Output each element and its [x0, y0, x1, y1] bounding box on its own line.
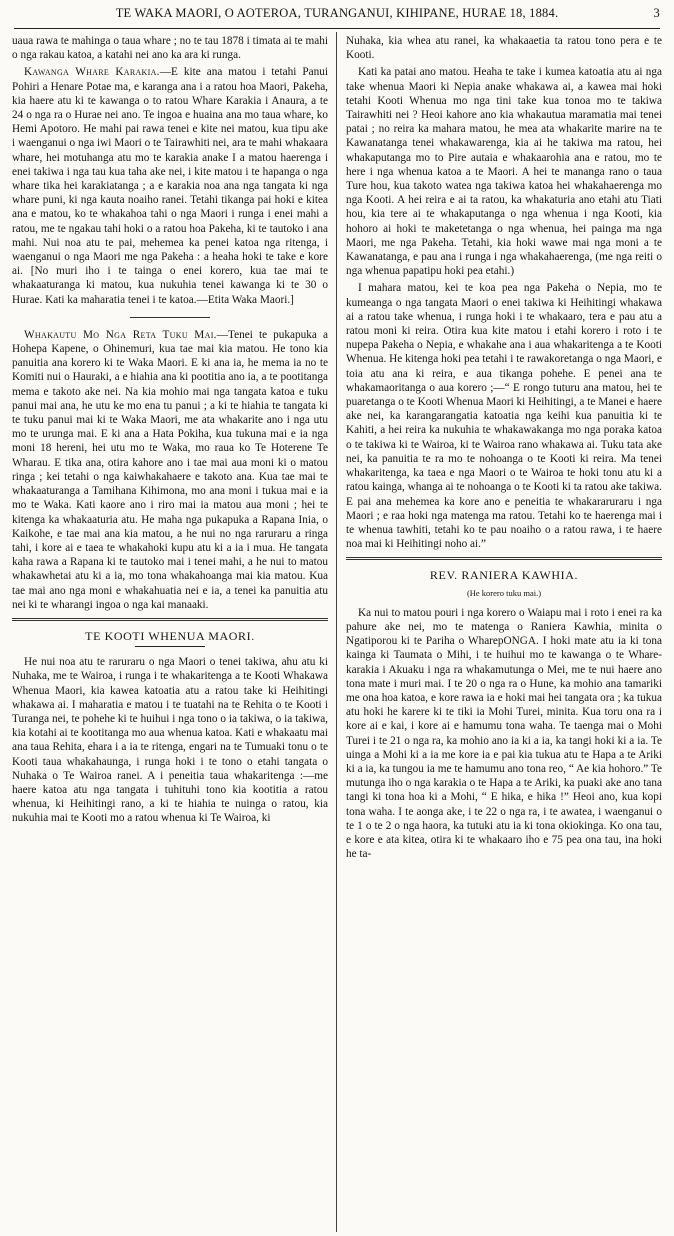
left-column [12, 34, 328, 829]
article-whakautu [12, 328, 328, 612]
article-kooti-continued: Nuhaka, kia whea atu ranei, ka whakaaetia ta ratou tono pera e te Kooti. [346, 35, 662, 62]
article-kawanga-lead: Kawanga Whare Karakia. [24, 66, 160, 79]
article-kooti-paragraph-3: I mahara matou, kei te koa pea nga Pakeha o Nepia, mo te kumeanga o nga tangata Maori o enei takiwa ki Heihitingi whakawa ai a ratou take whenua, i runga hoki i te whakaaro, tera e pau atu a ratou moni ki reira. Otira kua kite matou i etahi korero i roto i te nupepa Pakeha o Nepia, e whakahe ana i aua whakaritenga a te Kooti Whenua. He kitenga hoki pea tetahi i te rawakoretanga o nga Maori, e toia atu ana ki reira, e aua tikanga pohehe. E penei ana te whakamaoritanga o aua korero ;—“ E rongo tuturu ana matou, hei te puaretanga o te Kooti Whenua Maori ki Heihitingi, a te Manei e haere ake nei, ka karangarangatia katoatia nga keihi kua panuitia ki te Kahiti, a hei reira ka nukuhia te whakawakanga mo nga poraka katoa o te takiwa ki te Wairoa, ki te Wairoa rano whakawa ai. Tuku tata ake nei, ka panuitia te ra mo te nohoanga o te Kooti ki reira. Ma tenei whakaritenga, ka taea e nga Maori o te Wairoa te hoki tonu atu ki a ratou kainga, whanga ai te nohoanga o te Kooti ki ta ratou ake takiwa. E pai ana mehemea ka kore ano e peneitia te whakararuraru i nga Maori ; e raa hoki nga matenga ma ratou. Tetahi ko te haerenga mai i te whenua tawhiti, tetahi ko te pau noaiho o a ratou rawa, i te haere noa mai ki Heihitingi noho ai.” [346, 282, 662, 551]
right-column [346, 34, 662, 864]
article-kooti: He nui noa atu te raruraru o nga Maori o tenei takiwa, ahu atu ki Nuhaka, me te Wairoa, i runga i te whakaritenga a te Kooti Whakawa Whenua Maori, kia kawea katoatia atu a ratou take ki Heihitingi whakawa ai. I maharatia e matou i te tuatahi na te Rehita o te Kooti i Turanga nei, te pohehe ki te huihui i nga tono o ia takiwa, o ia takiwa, kia kotahi ai te kootitanga mo aua whenua katoa. Kati e whakaatu mai ana taua Rehita, ehara i a ia te ritenga, engari na te Tumuaki tonu o te Kooti taua whakahaunga, i runga hoki i te tono o etahi tangata o Nuhaka o Te Wairoa ranei. A i peneitia taua whakaritenga :—me haere katoa atu nga tangata i tuhituhi tono kia kootitia a ratou whenua, ki Heihitingi rano, a ki te hiahia te nuinga o ratou, kia nukuhia mai te Kooti mo a ratou whenua ki Te Wairoa, ki [12, 656, 328, 825]
article-kawanga-body: —E kite ana matou i tetahi Panui Pohiri a Henare Potae ma, e karanga ana i a ratou hoa Maori, Pakeha, kia haere atu ki te kawanga o to ratou Whare Karakia i Anaura, a te 24 o nga ra o Hurae nei ano. Te ingoa e huaina ana mo taua whare, ko Hemi Apotoro. He mahi pai rawa tenei e kite nei matou, kua tipu ake i waenganui o nga iwi Maori o te Tairawhiti nei, ara te mahi whakaara whare, hei motuhanga atu mo te karakia anake I a matou haerenga i enei takiwa i nga tau kua taha ake nei, i kite matou i te hapanga o nga whare tika hei karakiatanga ; a e karakia noa ana nga tangata ki nga whare puni, ki nga kauta noaiho ranei. Tetahi tikanga pai hoki e kitea ana e matou, ko te whakahoa tahi o nga Maori i runga i enei mahi a ratou, me te ngakau tahi hoki o a ratou hoa Pakeha, ki te tautoko i ana mahi. Nui noa atu te pai, mehemea ka penei katoa nga ritenga, i waenganui o nga Maori me nga Pakeha : a heaha hoki te take e kore ai. [No muri iho i te tainga o enei korero, kua tae mai te whakaaturanga ki matou, kua nukuhia tenei kawanga ki te 30 o Hurae. Kati ka maharatia tenei i te katoa.—Etita Waka Maori.] [12, 66, 329, 306]
section-heading-kooti: TE KOOTI WHENUA MAORI. [85, 628, 255, 643]
section-heading-raniera: REV. RANIERA KAWHIA. [429, 568, 579, 583]
article-raniera: Ka nui to matou pouri i nga korero o Waiapu mai i roto i enei ra ka pahure ake nei, mo te matenga o Raniera Kawhia, minita o Ngatiporou ki te Pariha o WharepONGA. I hoki mate atu ia ki tona kainga ki Taumata o Mihi, i te huihui mo te kawanga o te Whare-karakia i Akuaku i nga ra whakamutunga o Mei, me te nui haere ano tona mate i muri mai. I te 20 o nga ra o Hune, ka mohio ana tamariki me ona hoa katoa, e kore rawa ia e hoki mai hei tangata ora ; ka tukua atu hoki he karere ki te tiki ia Mohi Turei, minita. Kua toru ona ra i kore ai e kai, i kore ai e hamumu tona waha. Te taenga mai o Mohi Turei i te 21 o nga ra, ka mohio ano ia ki a ia, ka tangi hoki ki a ia. Te uinga a Mohi ki a ia me kore ia e pai kia tukua atu te Hapa a te Ariki ki a ia, ka tungou ia me te hamumu ano tona reo, “ Ae kia hohoro.” Te mutunga iho o nga karakia o te Hapa a te Ariki, ka puaki ake ano tana tangi ki tona hoa ki a Mohi, “ E hika, e hika !” Heoi ano, kua kopi tona waha. I te aonga ake, i te 22 o nga ra, i te awatea, i waenganui o te 1 o te 2 o nga haora, ka tutuki atu ia ki tona okiokinga. Ko ona tau, e kore e ata kitea, otira ki te whakaaro iho e 75 pea ona tau, ina hoki he ta- [346, 606, 662, 861]
article-continuation: uaua rawa te mahinga o taua whare ; no te tau 1878 i timata ai te mahi o nga rakau katoa, a katahi nei ano ka ara ki runga. [12, 35, 328, 62]
article-whakautu-lead: Whakautu Mo Nga Reta Tuku Mai. [24, 328, 217, 341]
short-divider [130, 317, 210, 318]
masthead [14, 6, 660, 29]
heading-underline [135, 646, 205, 647]
column-divider [336, 32, 337, 1232]
article-whakautu-body: —Tenei te pukapuka a Hohepa Kapene, o Ohinemuri, kua tae mai kia matou. He tono kia panuitia ana korero ki te Waka Maori. E ki ana ia, he mema ia no te Komiti nui o Hauraki, a e hiahia ana ki pootitia ano ia, a te pootitanga mema e takoto ake nei. Na kia mohio mai nga tangata katoa e tuku panui mai ana, he utu ke mo ena tu panui ; a ki te hiahia te tangata ki te tuku panui mai ki te Waka Maori, me ata whakarite ano i nga utu mo te urunga mai. E ki ana a Hata Pokiha, kua tukuna mai e ia nga moni 18 hereni, hei utu mo te Waka, mo raua ko Te Hoterene Te Wharau. E tika ana, otira kahore ano i tae mai aua moni ki o matou ringa ; kei tetahi o nga kaiwhakahaere e takoto ana. Kua tae mai te whakaaturanga a Tamihana Kihimona, mo ana moni i tukua mai e ia mo te Waka. Kati kaore ano i riro mai ia matou aua moni ; hei te kitenga ka whakaaturia atu. He maha nga pukapuka a Rapana Inia, o Kaikohe, e tae mai ana kia matou, a he nui no nga raruraru a ringa tahi, i kore ai e taea te whakahoki kupu atu ki a ia i mua. He tangata kaha rawa a Rapana ki te tautoko mai i tenei mahi, a he nui to matou whakawhetai atu ki a ia, mo tona whakahoanga mai kia matou. Kua tae mai ano nga moni e whakahuatia nei e ia, a tenei ka panuitia atu nei ki te wharangi ingoa o nga kai manaaki. [12, 328, 328, 611]
section-rule [346, 557, 662, 560]
section-rule [12, 618, 328, 621]
article-kooti-paragraph-2: Kati ka patai ano matou. Heaha te take i kumea katoatia atu ai nga take whenua Maori ki Nepia anake whakawa ai, a kawea mai hoki tetahi Kooti Whenua mo nga tini take kua tonoa mo te takiwa Tairawhiti nei ? Heoi kahore ano kia whakautua maramatia mai tenei patai ; no reira ka mahara matou, he mea ata whakarite marire na te Kawanatanga tenei whakawarenga, kia ai he takiwa ma ratou, hei whakaputanga mo to Pire autaia e whakaarohia ana e ratou, mo te here i nga whenua katoa a te Maori. A hei te mananga rano o taua Ture hou, kua takoto watea nga takiwa katoa hei whakahaerenga mo nga Kooti. A hei reira e ai ta ratou, ka whakaturia ano etahi atu Tiati hou, kia tere ai te whakaputanga o nga whenua i nga Kooti, kia hohoro ai hoki te maketetanga o nga whenua, hei painga ma nga Maori, me nga Pakeha. Tetahi, kia hoki wawe mai nga moni a te Kawanatanga, e pau ana i runga i nga whakahaerenga, (me nga reiti o nga whenua papatipu hoki pea etahi.) [346, 66, 662, 278]
section-subheading: (He korero tuku mai.) [466, 587, 542, 598]
masthead-title: TE WAKA MAORI, O AOTEROA, TURANGANUI, KIHIPANE, HURAE 18, 1884. [115, 6, 559, 20]
page-number: 3 [653, 6, 660, 20]
article-kawanga [12, 65, 328, 306]
